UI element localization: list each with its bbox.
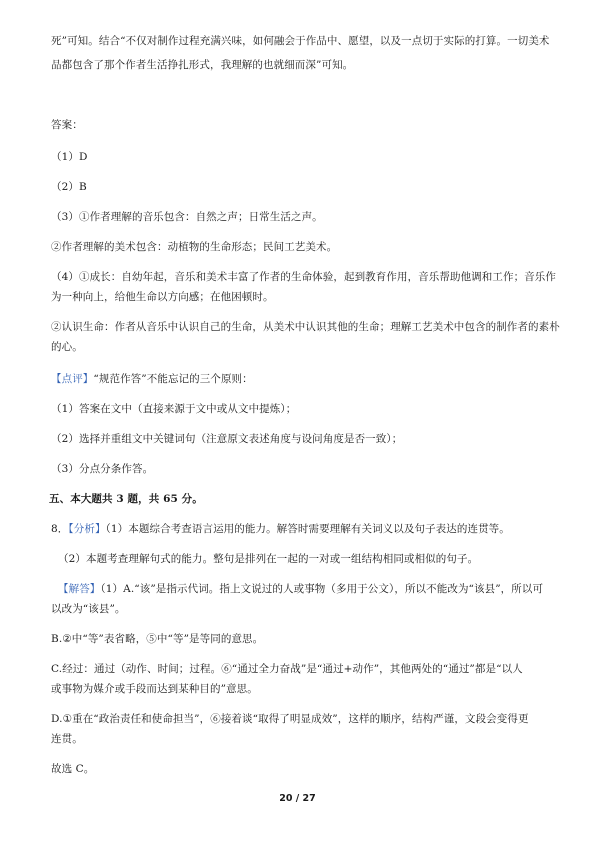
- intro-line-1: 死”可知。结合“不仅对制作过程充满兴味，如何融会于作品中、愿望，以及一点切于实际的打算。一切美术: [51, 35, 550, 47]
- page-number: 20 / 27: [279, 793, 316, 804]
- q8-analysis-line-2: （2）本题考查理解句式的能力。整句是排列在一起的一对或一组结构相同或相似的句子。: [58, 553, 479, 565]
- q8-solution-a-line-2: 以改为“该县”。: [51, 603, 126, 615]
- q8-solution-d-line-1: D.①重在“政治责任和使命担当”，⑥接着谈“取得了明显成效”，这样的顺序，结构严谨，文段会变得更: [51, 713, 529, 725]
- review-point-2: （2）选择并重组文中关键词句（注意原文表述角度与设问角度是否一致）；: [51, 433, 403, 445]
- answer-3b: ②作者理解的美术包含：动植物的生命形态；民间工艺美术。: [51, 241, 338, 253]
- q8-choice: 故选 C。: [51, 763, 95, 775]
- solution-a-text: （1）A.“该”是指示代词。指上文说过的人或事物（多用于公文），所以不能改为“该县”，所以可: [100, 583, 544, 595]
- answer-3a: （3）①作者理解的音乐包含：自然之声；日常生活之声。: [51, 211, 323, 223]
- review-tag: 【点评】: [51, 373, 94, 385]
- analysis-tag: 【分析】: [68, 523, 106, 535]
- q8-solution-c-line-2: 或事物为媒介或手段而达到某种目的”意思。: [51, 683, 258, 695]
- answer-1: （1）D: [51, 151, 88, 163]
- answer-4b-line-2: 的心。: [51, 341, 83, 353]
- review-point-1: （1）答案在文中（直接来源于文中或从文中提炼）；: [51, 403, 297, 415]
- answer-4b-line-1: ②认识生命：作者从音乐中认识自己的生命，从美术中认识其他的生命；理解工艺美术中包含的制作者的素朴: [51, 321, 560, 333]
- q8-solution-a-line-1: [58, 582, 543, 596]
- section-title: 五、本大题共 3 题，共 65 分。: [49, 493, 203, 505]
- answer-heading: 答案：: [51, 119, 83, 131]
- q8-solution-b: B.②中“等”表省略，⑤中“等”是等同的意思。: [51, 633, 264, 645]
- answer-4a-line-1: （4）①成长：自幼年起，音乐和美术丰富了作者的生命体验，起到教育作用，音乐帮助他调和工作；音乐作: [51, 271, 556, 283]
- q8-solution-c-line-1: C.经过：通过（动作、时间；过程。⑥“通过全力奋战”是“通过+动作”，其他两处的“通过”都是“以人: [51, 663, 523, 675]
- q8-solution-d-line-2: 连贯。: [51, 733, 83, 745]
- review-text: “规范作答”不能忘记的三个原则：: [93, 373, 253, 385]
- answer-2: （2）B: [51, 181, 87, 193]
- q8-number: 8．: [51, 523, 69, 535]
- solution-tag: 【解答】: [58, 583, 101, 595]
- review-point-3: （3）分点分条作答。: [51, 463, 154, 475]
- review-line: [51, 372, 253, 386]
- intro-line-2: 品都包含了那个作者生活挣扎形式，我理解的也就细而深”可知。: [51, 59, 354, 71]
- answer-4a-line-2: 为一种向上，给他生命以方向感；在他困顿时。: [51, 291, 274, 303]
- analysis-text-1: （1）本题综合考查语言运用的能力。解答时需要理解有关词义以及句子表达的连贯等。: [105, 523, 510, 535]
- q8-analysis-line-1: [51, 522, 510, 536]
